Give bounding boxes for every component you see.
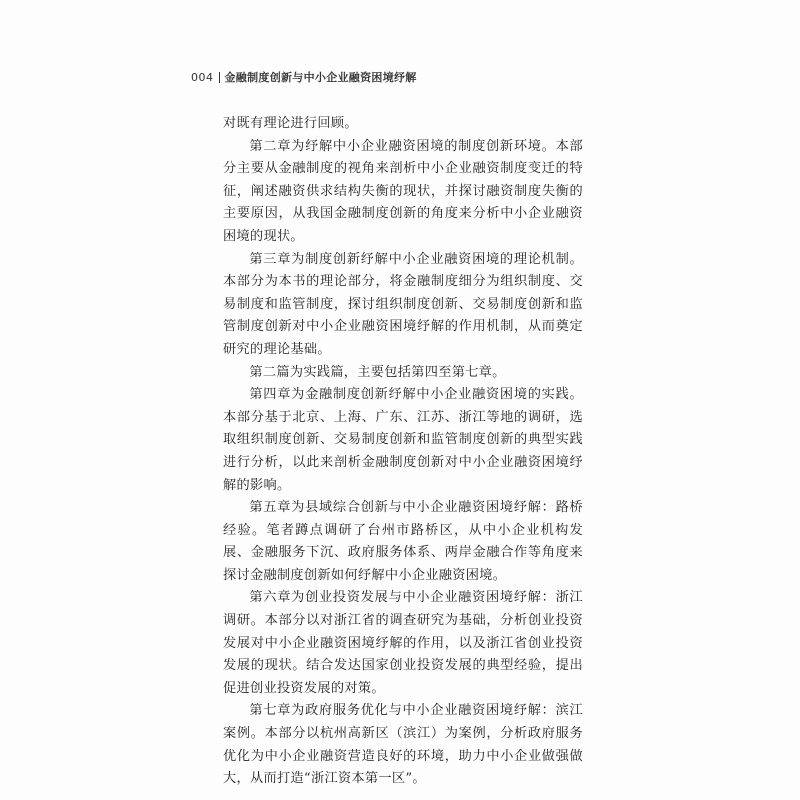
paragraph-chapter-4: 第四章为金融制度创新纾解中小企业融资困境的实践。本部分基于北京、上海、广东、江苏、浙江等地的调研，选取组织制度创新、交易制度创新和监管制度创新的典型实践进行分析，以此来剖析金融制度创新对中小企业融资困境纾解的影响。 [223,387,583,493]
paragraph-continuation: 对既有理论进行回顾。 [223,116,358,131]
paragraph-chapter-2: 第二章为纾解中小企业融资困境的制度创新环境。本部分主要从金融制度的视角来剖析中小企业融资制度变迁的特征，阐述融资供求结构失衡的现状，并探讨融资制度失衡的主要原因，从我国金融制度创新的角度来分析中小企业融资困境的现状。 [223,138,583,244]
paragraph-part-2-intro: 第二篇为实践篇，主要包括第四至第七章。 [249,364,506,380]
page-number: 004 [191,70,214,84]
running-header [191,69,417,85]
book-title: 金融制度创新与中小企业融资困境纾解 [224,71,417,84]
paragraph-chapter-3: 第三章为制度创新纾解中小企业融资困境的理论机制。本部分为本书的理论部分，将金融制度细分为组织制度、交易制度和监管制度，探讨组织制度创新、交易制度创新和监管制度创新对中小企业融资困境纾解的作用机制，从而奠定研究的理论基础。 [223,251,583,357]
paragraph-chapter-7: 第七章为政府服务优化与中小企业融资困境纾解：滨江案例。本部分以杭州高新区（滨江）为案例，分析政府服务优化为中小企业融资营造良好的环境，助力中小企业做强做大，从而打造“浙江资本第一区”。 [223,703,583,787]
body-text [223,113,583,791]
header-divider [219,72,220,83]
paragraph-chapter-6: 第六章为创业投资发展与中小企业融资困境纾解：浙江调研。本部分以对浙江省的调查研究为基础，分析创业投资发展对中小企业融资困境纾解的作用，以及浙江省创业投资发展的现状。结合发达国家创业投资发展的典型经验，提出促进创业投资发展的对策。 [223,590,583,696]
paragraph-chapter-5: 第五章为县域综合创新与中小企业融资困境纾解：路桥经验。笔者蹲点调研了台州市路桥区，从中小企业机构发展、金融服务下沉、政府服务体系、两岸金融合作等角度来探讨金融制度创新如何纾解中小企业融资困境。 [223,500,583,583]
